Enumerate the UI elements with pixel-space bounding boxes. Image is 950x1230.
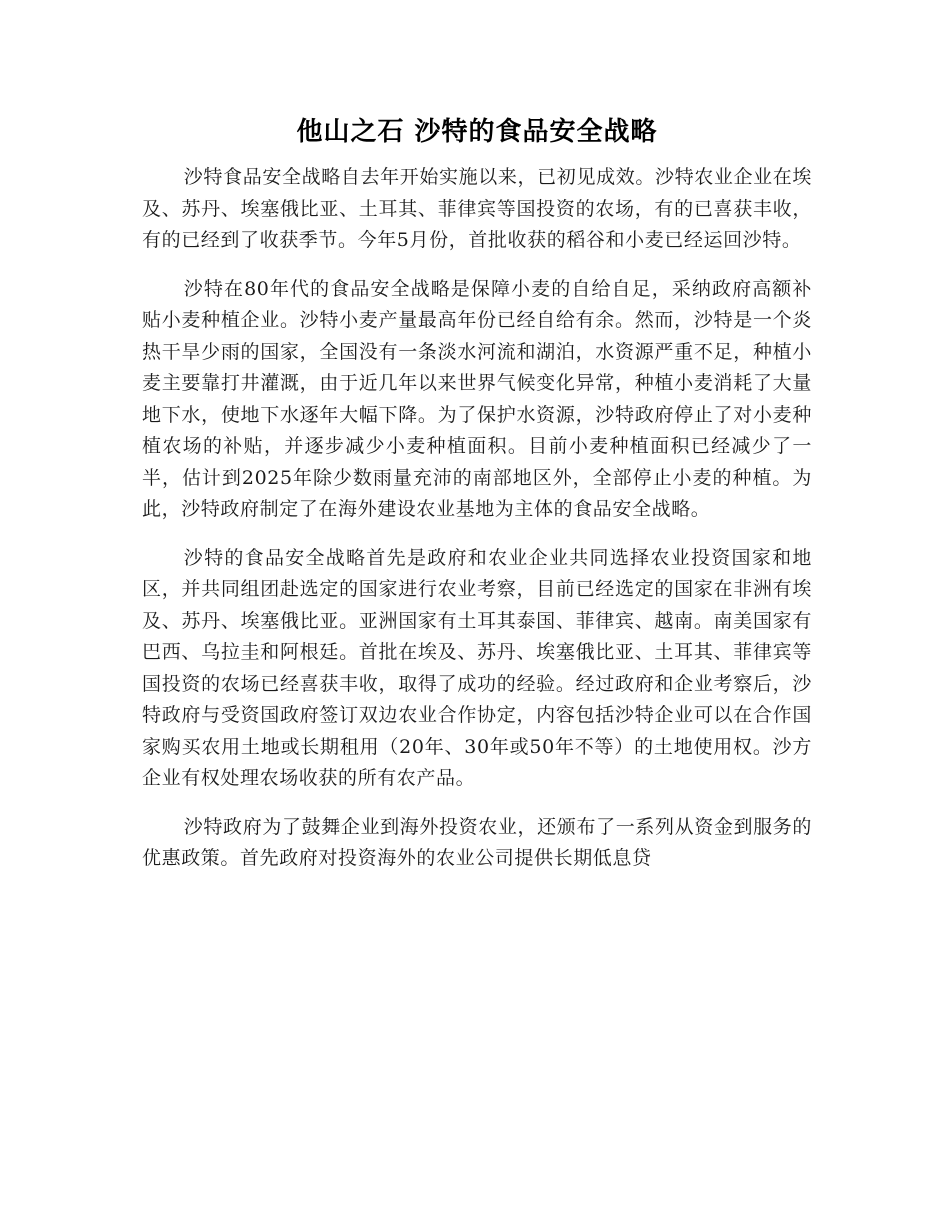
paragraph-2: 沙特在80年代的食品安全战略是保障小麦的自给自足，采纳政府高额补贴小麦种植企业。沙特小麦产量最高年份已经自给有余。然而，沙特是一个炎热干旱少雨的国家，全国没有一条淡水河流和湖泊，水资源严重不足，种植小麦主要靠打井灌溉，由于近几年以来世界气候变化异常，种植小麦消耗了大量地下水，使地下水逐年大幅下降。为了保护水资源，沙特政府停止了对小麦种植农场的补贴，并逐步减少小麦种植面积。目前小麦种植面积已经减少了一半，估计到2025年除少数雨量充沛的南部地区外，全部停止小麦的种植。为此，沙特政府制定了在海外建设农业基地为主体的食品安全战略。: [142, 277, 812, 520]
document-body: [142, 110, 812, 892]
paragraph-1: 沙特食品安全战略自去年开始实施以来，已初见成效。沙特农业企业在埃及、苏丹、埃塞俄比亚、土耳其、菲律宾等国投资的农场，有的已喜获丰收，有的已经到了收获季节。今年5月份，首批收获的稻谷和小麦已经运回沙特。: [142, 166, 812, 251]
paragraph-3: 沙特的食品安全战略首先是政府和农业企业共同选择农业投资国家和地区，并共同组团赴选定的国家进行农业考察，目前已经选定的国家在非洲有埃及、苏丹、埃塞俄比亚。亚洲国家有土耳其泰国、菲律宾、越南。南美国家有巴西、乌拉圭和阿根廷。首批在埃及、苏丹、埃塞俄比亚、土耳其、菲律宾等国投资的农场已经喜获丰收，取得了成功的经验。经过政府和企业考察后，沙特政府与受资国政府签订双边农业合作协定，内容包括沙特企业可以在合作国家购买农用土地或长期租用（20年、30年或50年不等）的土地使用权。沙方企业有权处理农场收获的所有农产品。: [142, 546, 812, 789]
document-title: 他山之石 沙特的食品安全战略: [296, 117, 658, 147]
paragraph-4: 沙特政府为了鼓舞企业到海外投资农业，还颁布了一系列从资金到服务的优惠政策。首先政府对投资海外的农业公司提供长期低息贷: [142, 815, 812, 869]
